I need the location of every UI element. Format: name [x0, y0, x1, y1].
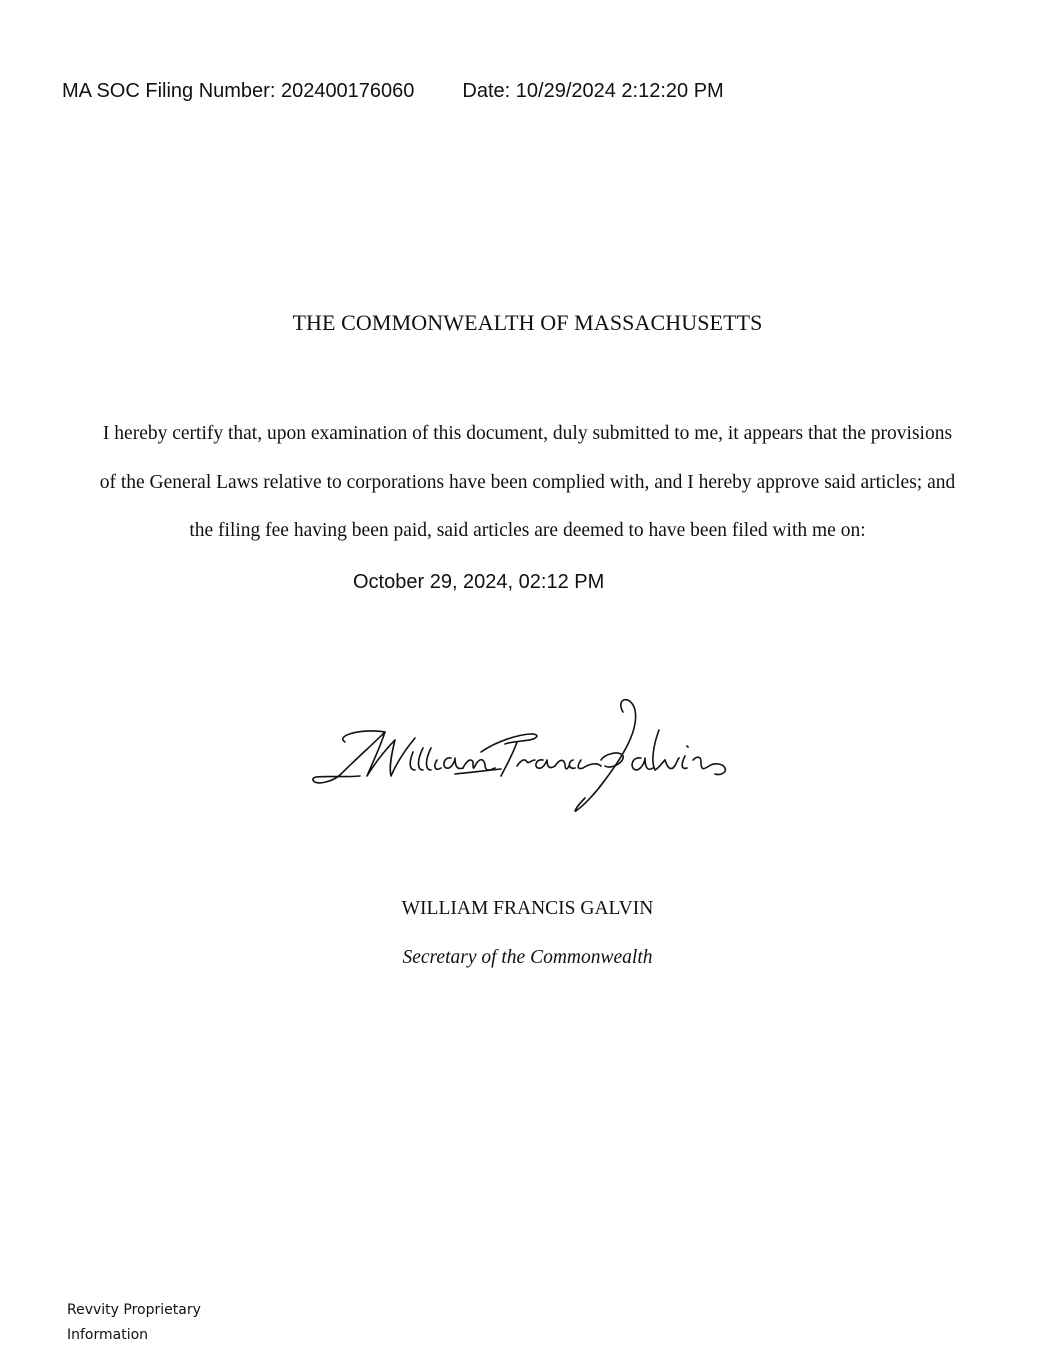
filing-header — [62, 80, 724, 103]
certification-line: of the General Laws relative to corporations have been complied with, and I hereby approve said articles; and — [99, 471, 956, 493]
signer-title: Secretary of the Commonwealth — [402, 947, 653, 968]
certification-text — [60, 410, 995, 556]
proprietary-notice-line: Information — [67, 1327, 149, 1343]
document-title: THE COMMONWEALTH OF MASSACHUSETTS — [292, 310, 763, 335]
proprietary-notice — [67, 1298, 227, 1348]
signer-name: WILLIAM FRANCIS GALVIN — [401, 898, 654, 919]
filing-number: MA SOC Filing Number: 202400176060 — [62, 80, 415, 102]
certification-line: I hereby certify that, upon examination of this document, duly submitted to me, it appears that the provisions — [102, 423, 953, 444]
proprietary-notice-line: Revvity Proprietary — [67, 1302, 201, 1318]
certification-line: the filing fee having been paid, said articles are deemed to have been filed with me on: — [189, 520, 866, 541]
filed-date: October 29, 2024, 02:12 PM — [353, 571, 605, 593]
signature-image — [305, 690, 755, 820]
filing-date: Date: 10/29/2024 2:12:20 PM — [462, 80, 724, 102]
